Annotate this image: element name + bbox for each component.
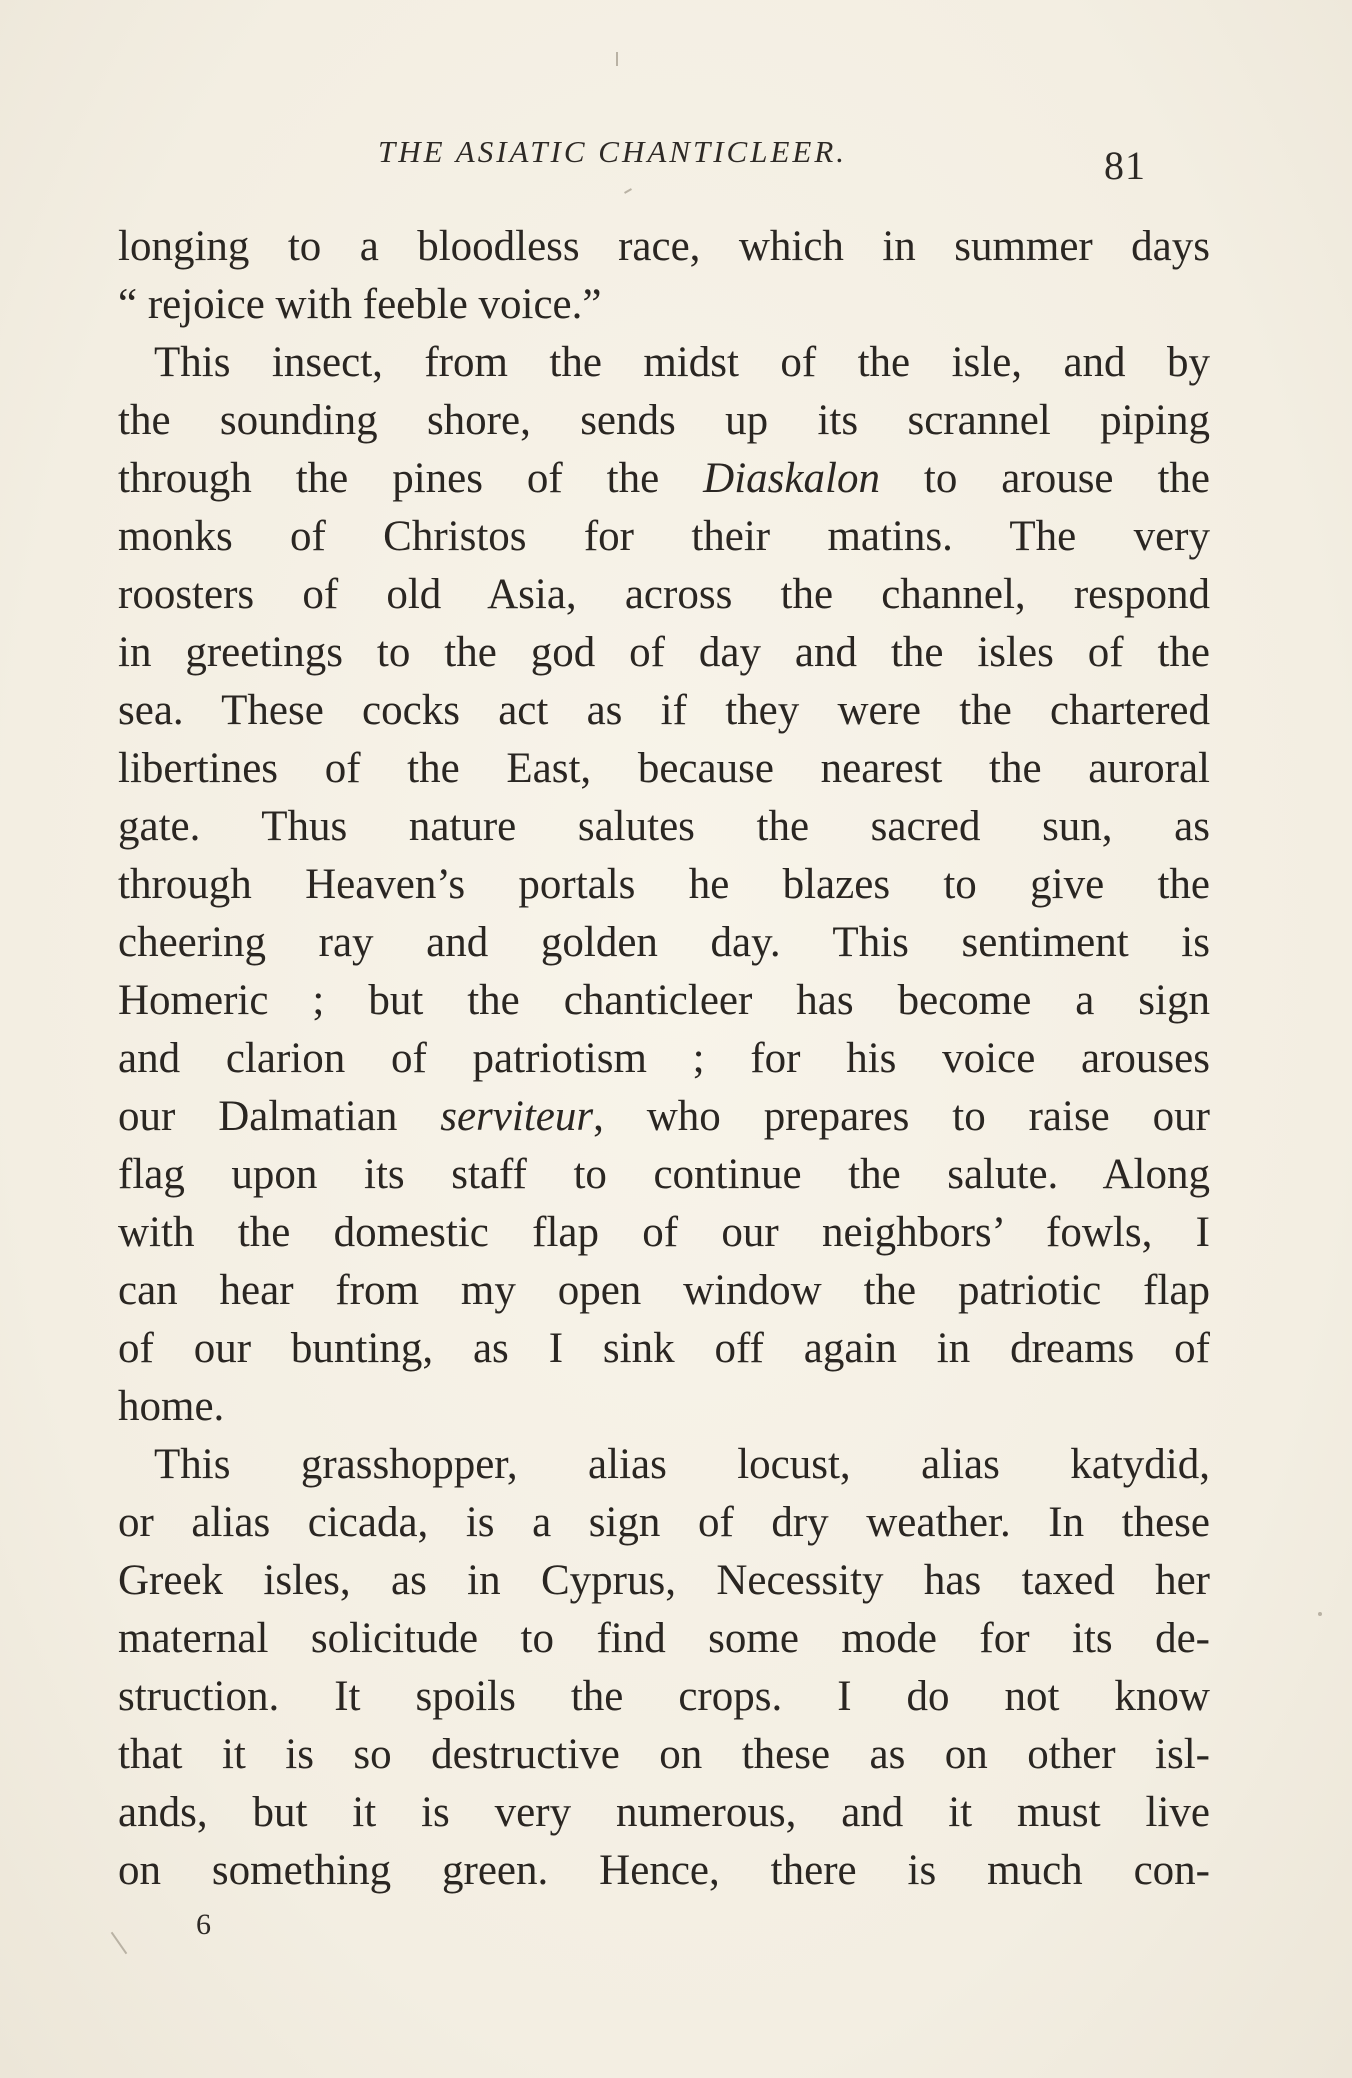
italic-foreign-word: serviteur bbox=[440, 1093, 594, 1140]
text-line: home. bbox=[118, 1383, 225, 1430]
text-line: cheering ray and golden day. This sentiment is bbox=[118, 919, 1210, 966]
text-line: ands, but it is very numerous, and it must live bbox=[118, 1789, 1210, 1836]
text-line: Homeric ; but the chanticleer has become a sign bbox=[118, 977, 1210, 1024]
text-line: longing to a bloodless race, which in summer days bbox=[118, 223, 1210, 270]
text-line: the sounding shore, sends up its scrannel piping bbox=[118, 397, 1210, 444]
line-segment: through the pines of the bbox=[118, 455, 704, 502]
text-line: libertines of the East, because nearest the auroral bbox=[118, 745, 1210, 792]
text-line: gate. Thus nature salutes the sacred sun, as bbox=[118, 803, 1210, 850]
body-text bbox=[118, 218, 1210, 1900]
text-line bbox=[118, 450, 1210, 508]
text-line: “ rejoice with feeble voice.” bbox=[118, 281, 602, 328]
italic-place-name: Diaskalon bbox=[703, 455, 880, 502]
text-line: and clarion of patriotism ; for his voice arouses bbox=[118, 1035, 1210, 1082]
text-line: sea. These cocks act as if they were the chartered bbox=[118, 687, 1210, 734]
text-line: on something green. Hence, there is much con- bbox=[118, 1847, 1210, 1894]
text-line: that it is so destructive on these as on other isl- bbox=[118, 1731, 1210, 1778]
text-line: can hear from my open window the patriotic flap bbox=[118, 1267, 1210, 1314]
running-title: THE ASIATIC CHANTICLEER. bbox=[378, 134, 848, 169]
paper-speck bbox=[1318, 1612, 1322, 1616]
paragraph-start-line: This grasshopper, alias locust, alias katydid, bbox=[154, 1441, 1210, 1488]
signature-mark: 6 bbox=[196, 1908, 211, 1941]
text-line: roosters of old Asia, across the channel, respond bbox=[118, 571, 1210, 618]
line-segment: to arouse the bbox=[879, 455, 1210, 502]
text-line: with the domestic flap of our neighbors’ fowls, I bbox=[118, 1209, 1210, 1256]
text-line bbox=[118, 1088, 1210, 1146]
text-line: or alias cicada, is a sign of dry weather. In these bbox=[118, 1499, 1210, 1546]
text-line: in greetings to the god of day and the isles of the bbox=[118, 629, 1210, 676]
text-line: through Heaven’s portals he blazes to give the bbox=[118, 861, 1210, 908]
paper-speck bbox=[111, 1932, 128, 1954]
text-line: flag upon its staff to continue the salute. Along bbox=[118, 1151, 1210, 1198]
line-segment: our Dalmatian bbox=[118, 1093, 441, 1140]
running-head bbox=[0, 130, 1352, 190]
text-line: struction. It spoils the crops. I do not know bbox=[118, 1673, 1210, 1720]
page-number: 81 bbox=[1104, 143, 1146, 188]
text-line: monks of Christos for their matins. The very bbox=[118, 513, 1210, 560]
paragraph-start-line: This insect, from the midst of the isle, and by bbox=[154, 339, 1210, 386]
text-line: of our bunting, as I sink off again in dreams of bbox=[118, 1325, 1210, 1372]
line-segment: , who prepares to raise our bbox=[593, 1093, 1210, 1140]
paper-speck bbox=[616, 52, 618, 66]
text-line: Greek isles, as in Cyprus, Necessity has taxed her bbox=[118, 1557, 1210, 1604]
text-line: maternal solicitude to find some mode for its de- bbox=[118, 1615, 1210, 1662]
